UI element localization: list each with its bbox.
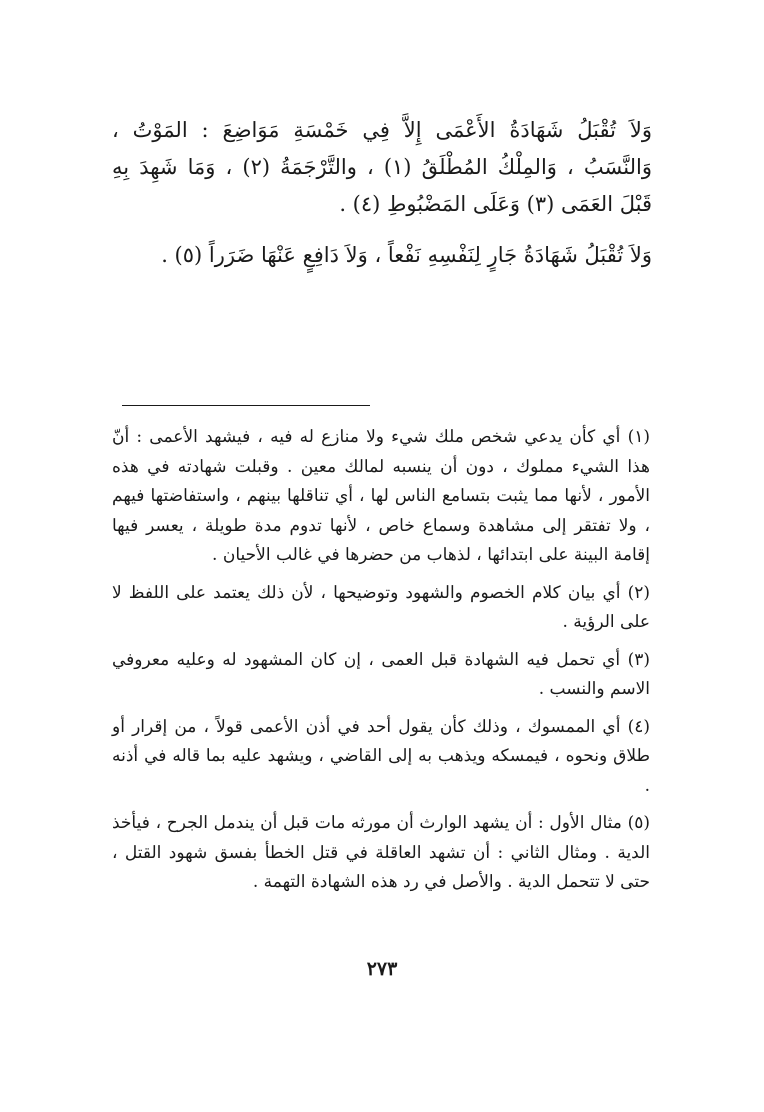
footnote-3: (٣) أي تحمل فيه الشهادة قبل العمى ، إن كان المشهود له وعليه معروفي الاسم والنسب . (112, 649, 650, 699)
footnote-divider (122, 405, 370, 406)
main-paragraph: وَلاَ تُقْبَلُ شَهَادَةُ جَارٍ لِنَفْسِهِ نَفْعاً ، وَلاَ دَافِعٍ عَنْهَا ضَرَراً (٥) . (161, 243, 652, 267)
footnote-5: (٥) مثال الأول : أن يشهد الوارث أن مورثه مات قبل أن يندمل الجرح ، فيأخذ الدية . ومثال الثاني : أن تشهد العاقلة في قتل الخطأ بفسق شهود القتل ، حتى لا تتحمل الدية . والأصل في رد هذه الشهادة التهمة . (112, 813, 650, 892)
main-text (112, 112, 652, 288)
footnote-2: (٢) أي بيان كلام الخصوم والشهود وتوضيحها ، لأن ذلك يعتمد على اللفظ لا على الرؤية . (112, 582, 650, 632)
footnotes (112, 423, 650, 906)
footnote-4: (٤) أي الممسوك ، وذلك كأن يقول أحد في أذن الأعمى قولاً ، من إقرار أو طلاق ونحوه ، فيمسكه ويذهب به إلى القاضي ، ويشهد عليه بما قاله في أذنه . (112, 716, 650, 796)
footnote-1: (١) أي كأن يدعي شخص ملك شيء ولا منازع له فيه ، فيشهد الأعمى : أنّ هذا الشيء مملوك ، دون أن ينسبه لمالك معين . وقبلت شهادته في هذه الأمور ، لأنها مما يثبت بتسامع الناس لها ، أي تناقلها بينهم ، واستفاضتها فيهم ، ولا تفتقر إلى مشاهدة وسماع خاص ، لأنها تدوم مدة طويلة ، يعسر فيها إقامة البينة على ابتدائها ، لذهاب من حضرها في غالب الأحيان . (112, 427, 650, 565)
main-paragraph: وَلاَ تُقْبَلُ شَهَادَةُ الأَعْمَى إِلاَّ فِي خَمْسَةِ مَوَاضِعَ : المَوْتُ ، وَالنَّسَبُ ، وَالمِلْكُ المُطْلَقُ (١) ، والتَّرْجَمَةُ (٢) ، وَمَا شَهِدَ بِهِ قَبْلَ العَمَى (٣) وَعَلَى المَضْبُوطِ (٤) . (112, 118, 652, 216)
page-number: ٢٧٣ (366, 958, 398, 980)
